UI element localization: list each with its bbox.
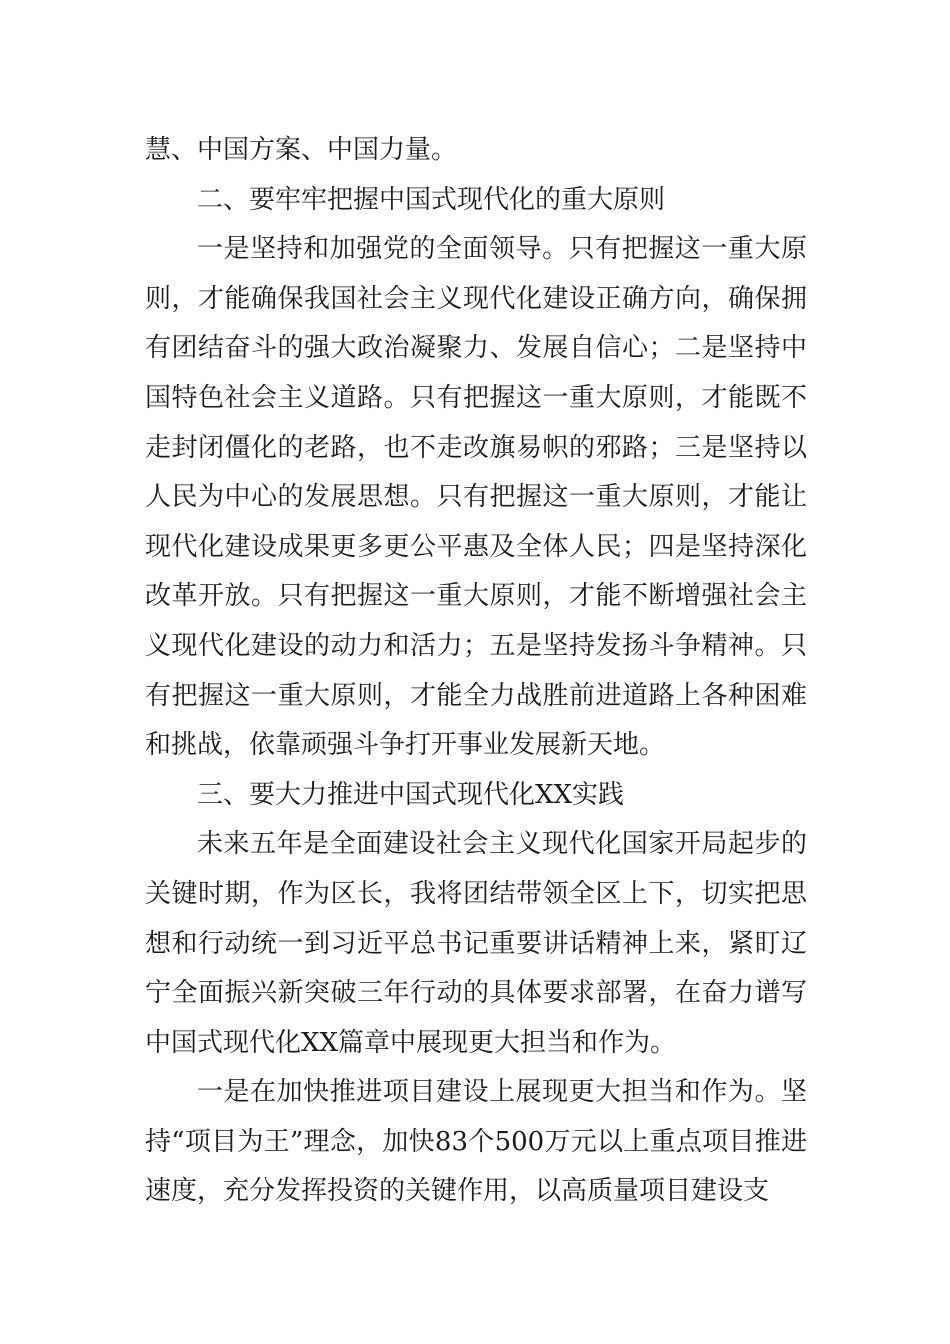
section-heading-2: 二、要牢牢把握中国式现代化的重大原则	[197, 184, 666, 215]
paragraph-five-years: 未来五年是全面建设社会主义现代化国家开局起步的关键时期，作为区长，我将团结带领全区上下，切实把思想和行动统一到习近平总书记重要讲话精神上来，紧盯辽宁全面振兴新突破三年行动的具体要求部署，在奋力谱写中国式现代化XX篇章中展现更大担当和作为。	[145, 829, 807, 1058]
section-heading-3: 三、要大力推进中国式现代化XX实践	[197, 779, 625, 810]
paragraph-project-construction: 一是在加快推进项目建设上展现更大担当和作为。坚持“项目为王”理念，加快83个500万元以上重点项目推进速度，充分发挥投资的关键作用，以高质量项目建设支	[145, 1077, 807, 1207]
paragraph-continuation: 慧、中国方案、中国力量。	[145, 135, 458, 165]
paragraph-principles: 一是坚持和加强党的全面领导。只有把握这一重大原则，才能确保我国社会主义现代化建设正确方向，确保拥有团结奋斗的强大政治凝聚力、发展自信心；二是坚持中国特色社会主义道路。只有把握这一重大原则，才能既不走封闭僵化的老路，也不走改旗易帜的邪路；三是坚持以人民为中心的发展思想。只有把握这一重大原则，才能让现代化建设成果更多更公平惠及全体人民；四是坚持深化改革开放。只有把握这一重大原则，才能不断增强社会主义现代化建设的动力和活力；五是坚持发扬斗争精神。只有把握这一重大原则，才能全力战胜前进道路上各种困难和挑战，依靠顽强斗争打开事业发展新天地。	[145, 234, 807, 761]
document-body	[145, 126, 807, 1217]
